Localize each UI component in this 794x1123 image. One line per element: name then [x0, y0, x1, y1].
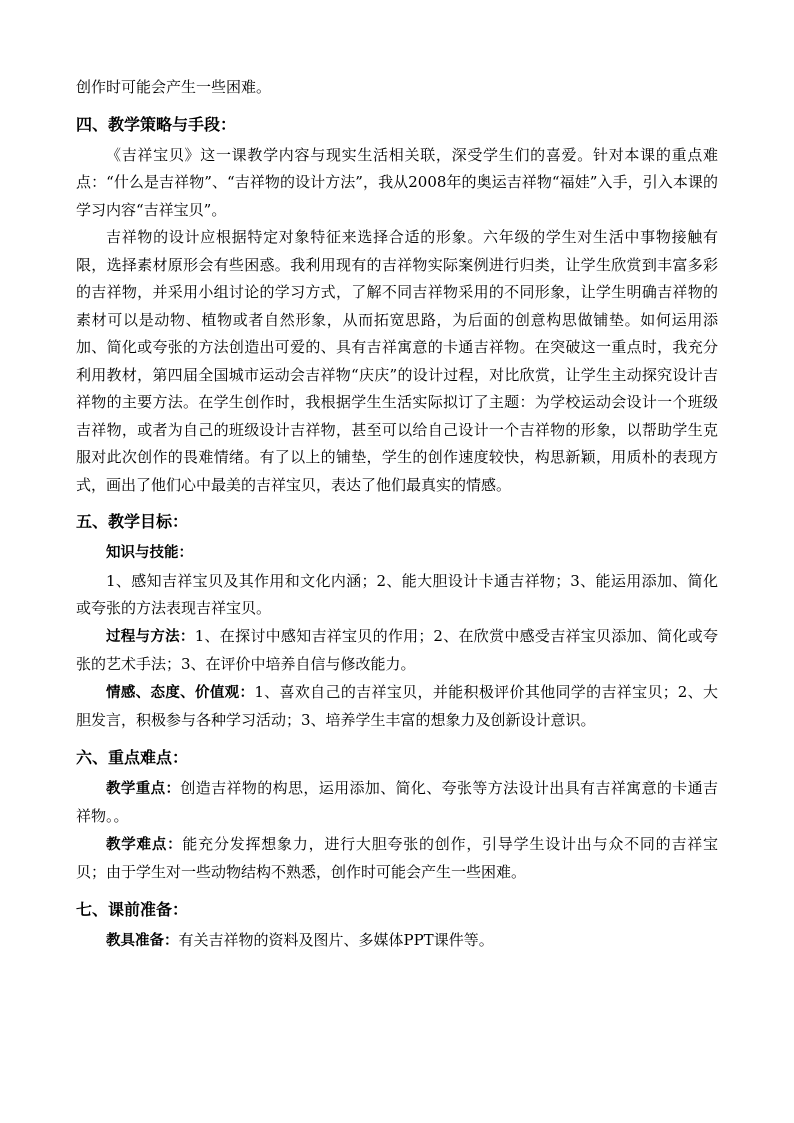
teaching-tools-text: 有关吉祥物的资料及图片、多媒体PPT课件等。: [178, 930, 494, 949]
knowledge-skills-label-line: [76, 539, 718, 568]
teaching-focus-text: 创造吉祥物的构思，运用添加、简化、夸张等方法设计出具有吉祥寓意的卡通吉祥物。。: [76, 778, 718, 825]
teaching-focus-paragraph: [76, 775, 718, 831]
process-methods-text: 1、在探讨中感知吉祥宝贝的作用；2、在欣赏中感受吉祥宝贝添加、简化或夸张的艺术手法；3、在评价中培养自信与修改能力。: [76, 626, 719, 673]
teaching-difficulty-text: 能充分发挥想象力，进行大胆夸张的创作，引导学生设计出与众不同的吉祥宝贝；由于学生对一些动物结构不熟悉，创作时可能会产生一些困难。: [76, 834, 718, 881]
section-4-paragraph-1: 《吉祥宝贝》这一课教学内容与现实生活相关联，深受学生们的喜爱。针对本课的重点难点：“什么是吉祥物”、“吉祥物的设计方法”，我从2008年的奥运吉祥物“福娃”入手，引入本课的学习内容“吉祥宝贝”。: [76, 145, 718, 219]
process-methods-paragraph: [76, 623, 718, 679]
section-4-heading: 四、教学策略与手段：: [76, 114, 237, 134]
teaching-difficulty-label: 教学难点：: [106, 836, 183, 853]
emotion-values-paragraph: [76, 679, 718, 735]
knowledge-skills-label: 知识与技能：: [106, 545, 193, 561]
document-page: [76, 74, 718, 955]
intro-line: 创作时可能会产生一些困难。: [76, 78, 272, 96]
section-5-heading: 五、教学目标：: [76, 512, 189, 531]
knowledge-skills-text: 1、感知吉祥宝贝及其作用和文化内涵；2、能大胆设计卡通吉祥物；3、能运用添加、简化或夸张的方法表现吉祥宝贝。: [76, 571, 718, 617]
emotion-values-text: 1、喜欢自己的吉祥宝贝，并能积极评价其他同学的吉祥宝贝；2、大胆发言，积极参与各种学习活动；3、培养学生丰富的想象力及创新设计意识。: [76, 682, 718, 729]
process-methods-label: 过程与方法：: [106, 628, 195, 645]
teaching-tools-paragraph: [76, 927, 718, 956]
section-7-heading: 七、课前准备：: [76, 899, 189, 919]
teaching-focus-label: 教学重点：: [106, 780, 181, 797]
section-6-heading: 六、重点难点：: [76, 747, 189, 767]
teaching-difficulty-paragraph: [76, 831, 718, 887]
section-4-paragraph-2: 吉祥物的设计应根据特定对象特征来选择合适的形象。六年级的学生对生活中事物接触有限，选择素材原形会有些困惑。我利用现有的吉祥物实际案例进行归类，让学生欣赏到丰富多彩的吉祥物，并采用小组讨论的学习方式，了解不同吉祥物采用的不同形象，让学生明确吉祥物的素材可以是动物、植物或者自然形象，从而拓宽思路，为后面的创意构思做铺垫。如何运用添加、简化或夸张的方法创造出可爱的、具有吉祥寓意的卡通吉祥物。在突破这一重点时，我充分利用教材，第四届全国城市运动会吉祥物“庆庆”的设计过程，对比欣赏，让学生主动探究设计吉祥物的主要方法。在学生创作时，我根据学生生活实际拟订了主题：为学校运动会设计一个班级吉祥物，或者为自己的班级设计吉祥物，甚至可以给自己设计一个吉祥物的形象，以帮助学生克服对此次创作的畏难情绪。有了以上的铺垫，学生的创作速度较快，构思新颖，用质朴的表现方式，画出了他们心中最美的吉祥宝贝，表达了他们最真实的情感。: [76, 228, 718, 494]
emotion-values-label: 情感、态度、价值观：: [106, 684, 255, 701]
teaching-tools-label: 教具准备：: [106, 932, 179, 949]
